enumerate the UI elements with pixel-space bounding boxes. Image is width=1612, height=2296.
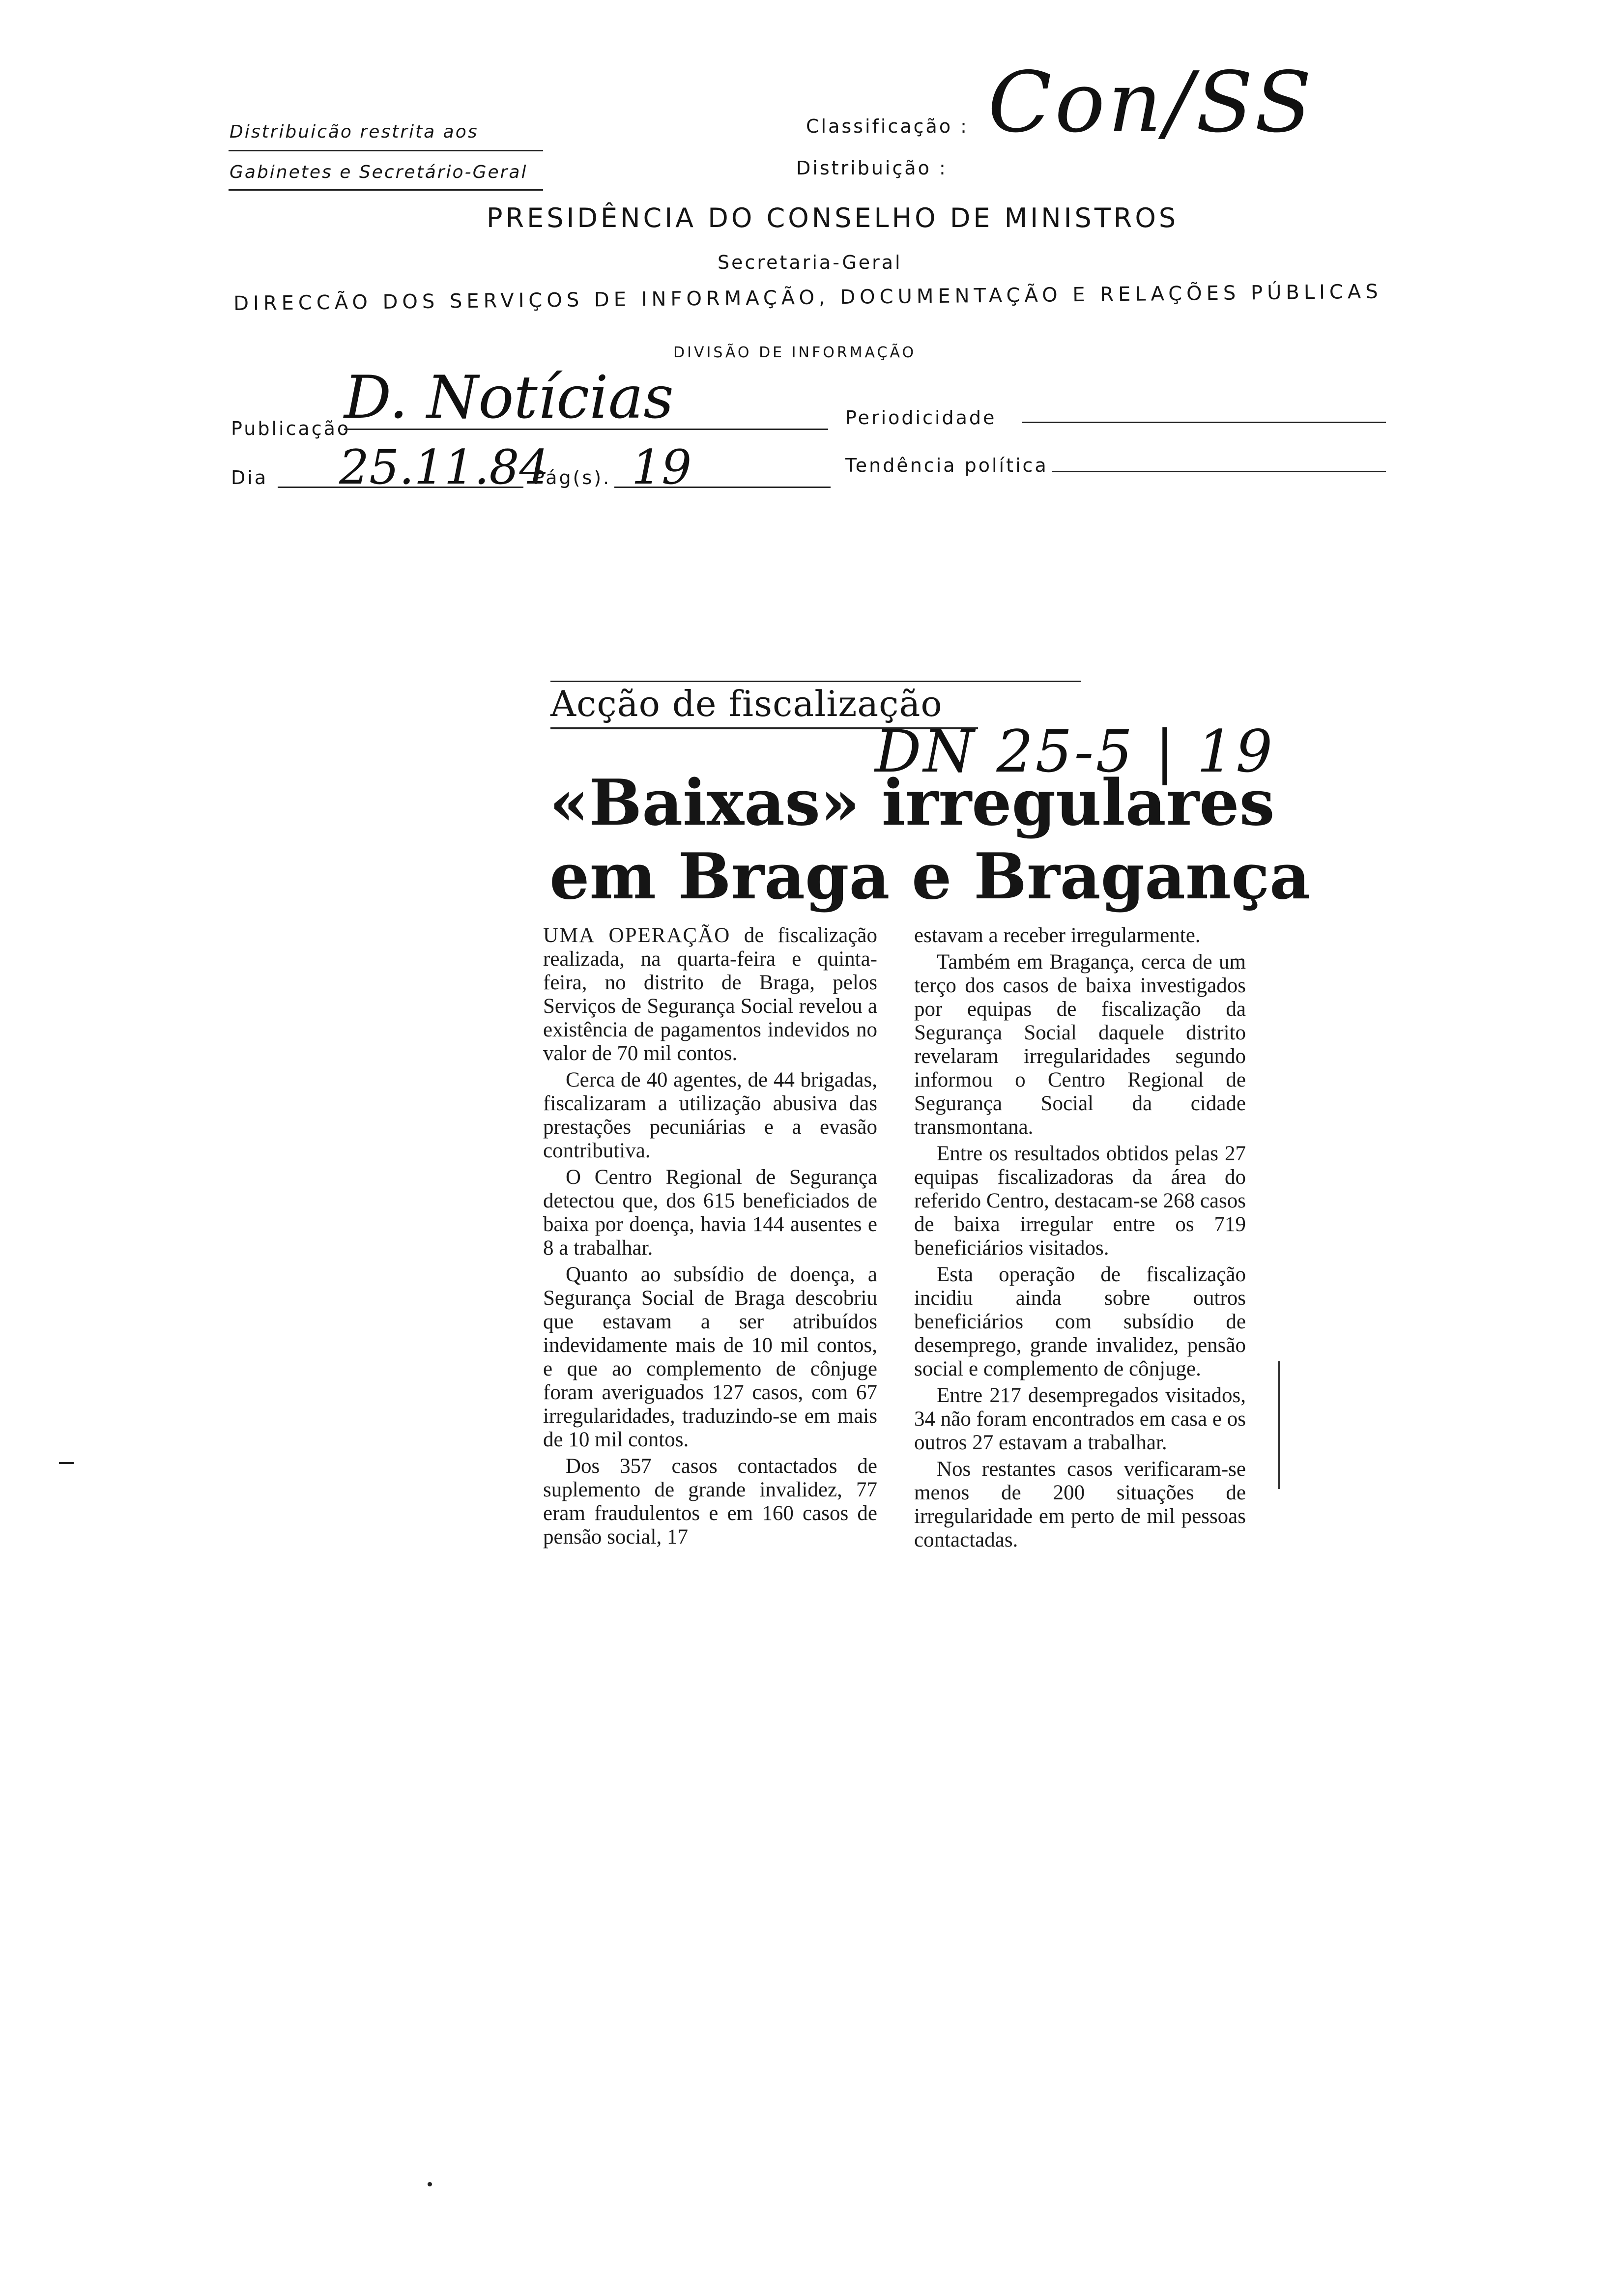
office-direction: DIRECCÃO DOS SERVIÇOS DE INFORMAÇÃO, DOCUMENTAÇÃO E RELAÇÕES PÚBLICAS [233,280,1382,315]
distribuicao-label: Distribuição : [796,157,948,179]
office-subtitle: Secretaria-Geral [718,252,902,273]
publicacao-label: Publicação [231,418,351,439]
article-paragraph [543,924,877,1065]
article-paragraph: Também em Bragança, cerca de um terço dos casos de baixa investigados por equipas de fiscalização da Segurança Social daquele distrito revelaram irregularidades segundo informou o Centro Regional de Segurança Social da cidade transmontana. [914,950,1246,1139]
article-kicker: Acção de fiscalização [550,683,943,724]
classificacao-label: Classificação : [806,115,969,137]
publicacao-line [344,429,828,430]
article-paragraph: Esta operação de fiscalização incidiu ainda sobre outros beneficiários com subsídio de desemprego, grande invalidez, pensão social e complemento de cônjuge. [914,1263,1246,1380]
article-paragraph: Nos restantes casos verificaram-se menos de 200 situações de irregularidade em perto de mil pessoas contactadas. [914,1458,1246,1551]
periodicidade-label: Periodicidade [845,407,997,429]
clipping-top-rule [550,681,1081,682]
clipping-side-mark [1278,1361,1280,1489]
tendencia-label: Tendência política [845,455,1048,476]
clipping-stamp: DN 25-5 | 19 [875,718,1275,785]
article-paragraph: O Centro Regional de Segurança detectou que, dos 615 beneficiados de baixa por doença, havia 144 ausentes e 8 a trabalhar. [543,1166,877,1260]
lead-text: de fiscalização realizada, na quarta-feira e quinta-feira, no distrito de Braga, pelos Serviços de Segurança Social revelou a existência de pagamentos indevidos no valor de 70 mil contos. [543,924,877,1065]
restriction-underline [229,189,543,191]
article-column-1 [543,924,877,1750]
article-headline-line-2: em Braga e Bragança [549,840,1310,914]
tendencia-line [1052,471,1386,472]
article-paragraph: Entre 217 desempregados visitados, 34 não foram encontrados em casa e os outros 27 estavam a trabalhar. [914,1384,1246,1454]
publicacao-handwritten: D. Notícias [344,364,674,432]
periodicidade-line [1022,422,1386,423]
pags-handwritten: 19 [632,440,692,495]
article-paragraph: Cerca de 40 agentes, de 44 brigadas, fiscalizaram a utilização abusiva das prestações pecuniárias e a evasão contributiva. [543,1068,877,1162]
restriction-line-1: Distribuicão restrita aos [230,122,479,142]
article-paragraph: estavam a receber irregularmente. [914,924,1201,947]
restriction-divider [229,150,543,151]
office-division: DIVISÃO DE INFORMAÇÃO [673,344,917,361]
dia-handwritten: 25.11.84 [339,440,549,495]
article-column-2 [914,924,1246,1750]
article-paragraph: Dos 357 casos contactados de suplemento de grande invalidez, 77 eram fraudulentos e em 160 casos de pensão social, 17 [543,1455,877,1549]
scan-dot-bottom [428,2182,432,2186]
pags-label: Pág(s). [533,467,611,488]
article-paragraph: Quanto ao subsídio de doença, a Segurança Social de Braga descobriu que estavam a ser atribuídos indevidamente mais de 10 mil contos, e que ao complemento de cônjuge foram averiguados 127 casos, com 67 irregularidades, traduzindo-se em mais de 10 mil contos. [543,1263,877,1451]
dia-label: Dia [231,467,268,488]
article-headline-line-1: «Baixas» irregulares [549,766,1275,840]
restriction-line-2: Gabinetes e Secretário-Geral [230,162,528,182]
lead-caps: UMA OPERAÇÃO [543,924,731,947]
office-title: PRESIDÊNCIA DO CONSELHO DE MINISTROS [487,202,1179,233]
article-paragraph: Entre os resultados obtidos pelas 27 equipas fiscalizadoras da área do referido Centro, destacam-se 268 casos de baixa irregular entre os 719 beneficiários visitados. [914,1142,1246,1260]
classificacao-handwritten: Con/SS [988,54,1315,151]
scan-mark-left [59,1462,74,1464]
